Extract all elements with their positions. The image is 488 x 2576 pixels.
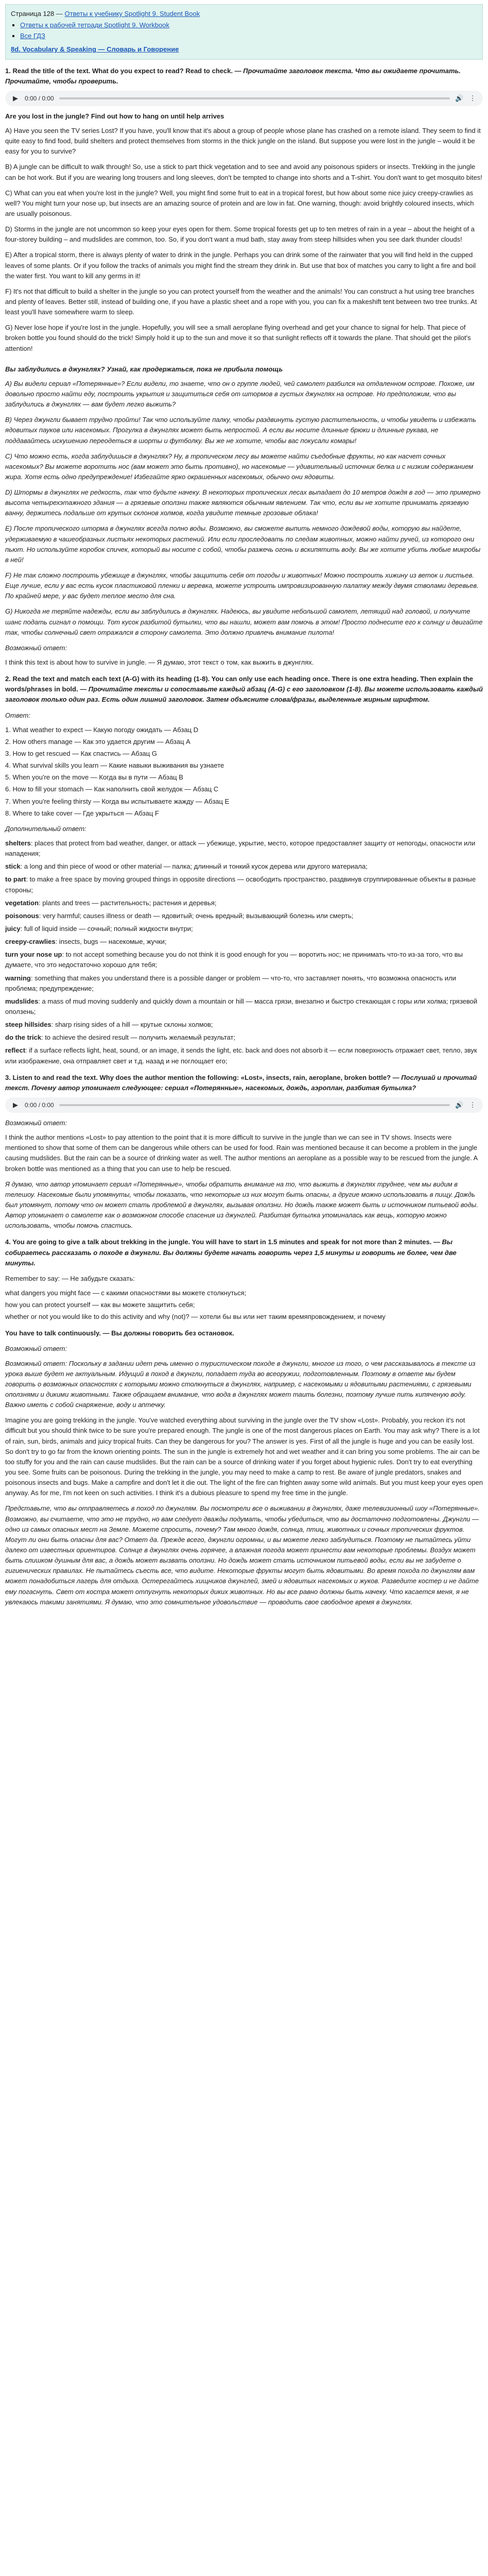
answer-label-1: Возможный ответ:	[5, 643, 67, 652]
audio-time-1: 0:00 / 0:00	[25, 94, 54, 102]
text-paragraph-a: A) Have you seen the TV series Lost? If you have, you'll know that it's about a group of people whose plane has crashed on a remote island. They seem to find it quite easy to find food, build shelters and protect themselves from storms in the thick jungle on the island. But suppose you were lost in the jungle – would it be easy for you to survive?	[5, 126, 481, 156]
task-3-en: 3. Listen to and read the text. Why does the author mention the following: «Lost», insects, rain, aeroplane, broken bottle?	[5, 1073, 391, 1081]
task-1-ru: — Прочитайте заголовок текста. Что вы ожидаете прочитать. Прочитайте, чтобы проверить.	[5, 66, 461, 85]
definition-term: creepy-crawlies	[5, 938, 56, 946]
task-2-ru: — Прочитайте тексты и сопоставьте каждый абзац (A-G) с его заголовком (1-8). Вы можете использовать каждый заголовок только один раз. Есть один лишний заголовок. Затем объясните слова/фразы, выделенные жирным шрифтом.	[5, 685, 483, 704]
definition-term: to part	[5, 875, 26, 884]
text-paragraph-e-ru: E) После тропического шторма в джунглях всегда полно воды. Возможно, вы сможете выпить немного дождевой воды, которую вы найдете, удерживаемую в чашеобразных листьях некоторых растений. Или если проследовать по следам животных, можно найти ручей, из которого они пьют. Но используйте коробок спичек, который вы носите с собой, чтобы разжечь огонь и вскипятить воду. Вы же хотите убить любые микробы в ней!	[5, 524, 481, 564]
breadcrumb-separator: —	[56, 10, 65, 18]
volume-icon[interactable]: 🔊	[455, 1100, 464, 1109]
task-3	[5, 1073, 483, 1093]
remember-list	[5, 1288, 483, 1322]
match-item: 4. What survival skills you learn — Какие навыки выживания вы узнаете	[5, 761, 224, 770]
answer-1: I think this text is about how to survive in jungle. — Я думаю, этот текст о том, как выжить в джунглях.	[5, 658, 314, 667]
definition-item	[5, 874, 483, 895]
definition-text: : plants and trees — растительность; растения и деревья;	[39, 899, 217, 907]
answer-4-intro-ru: Возможный ответ: Поскольку в задании идет речь именно о туристическом походе в джунгли, многое из того, о чем рассказывалось в тексте из урока выше будет не актуальным. Идущий в поход в джунгли, попадает туда во всеоружии, подготовленным. Поэтому в ответе мы будем говорить о возможных опасностях с которыми можно столкнуться в джунглях, например, с насекомыми и ядовитыми растениями, с грязевыми оползнями и дикими животными. Также обращаем внимание, что вода в джунглях может таить болезни, поэтому лучше пить кипяченую воду. Важно иметь с собой снаряжение, воду и аптечку.	[5, 1359, 476, 1409]
audio-progress-bar-1[interactable]	[59, 97, 450, 99]
definition-text: : a long and thin piece of wood or other material — палка; длинный и тонкий кусок дерева или другого материала;	[20, 862, 368, 871]
definition-text: : to not accept something because you do not think it is good enough for you — воротить нос; не принимать что-то из-за того, что вы думаете, что это недостаточно хорошо для тебя;	[5, 951, 463, 969]
definition-item	[5, 1020, 483, 1030]
text-paragraph-f: F) It's not that difficult to build a shelter in the jungle so you can protect yourself from the weather and the animals! You can construct a hut using tree branches and plenty of leaves. Better still, instead of building one, if you have a plastic sheet and a rope with you, you can fix a makeshift tent between two tree trunks. At least you'll have somewhere warm to sleep.	[5, 287, 477, 316]
breadcrumb-page: Страница 128	[11, 10, 55, 18]
text-paragraph-g-ru: G) Никогда не теряйте надежды, если вы заблудились в джунглях. Надеюсь, вы увидите небольшой самолет, летящий над головой, и получите шанс подать сигнал о помощи. Тот кусок разбитой бутылки, что вы нашли, может вам помочь в этом! Просто поднесите его к солнцу и двигайте так, чтобы солнечный свет отражался в сторону самолета. Это должно привлечь внимание пилота!	[5, 607, 483, 636]
text-paragraph-b: B) A jungle can be difficult to walk through! So, use a stick to part thick vegetation and to see and avoid any poisonous spiders or insects. Trekking in the jungle can be hot work. But if you are wearing long trousers and long sleeves, don't be tempted to change into shorts and a T-shirt. You don't want to get mosquito bites!	[5, 163, 482, 181]
definition-text: : if a surface reflects light, heat, sound, or an image, it sends the light, etc. back and does not absorb it — если поверхность отражает свет, тепло, звук или изображение, она отправляет свет и т.д. назад и не поглощает его;	[5, 1046, 477, 1065]
definition-item	[5, 861, 483, 872]
breadcrumb	[11, 9, 477, 19]
definition-text: : very harmful; causes illness or death — ядовитый; очень вредный; вызывающий болезнь или смерть;	[39, 911, 354, 920]
definition-text: : to achieve the desired result — получить желаемый результат;	[41, 1033, 236, 1042]
definition-item	[5, 838, 483, 859]
task-1	[5, 66, 483, 87]
navigation-box	[5, 4, 483, 60]
definition-term: do the trick	[5, 1033, 42, 1042]
match-item: 2. How others manage — Как это удается другим — Абзац A	[5, 737, 190, 745]
definition-term: mudslides	[5, 997, 39, 1005]
task-1-en: 1. Read the title of the text. What do you expect to read? Read to check.	[5, 66, 233, 75]
audio-player-1	[5, 91, 483, 106]
nav-item	[20, 20, 477, 30]
definitions-list	[5, 838, 483, 1066]
text-paragraph-a-ru: A) Вы видели сериал «Потерянные»? Если видели, то знаете, что он о группе людей, чей самолет разбился на отдаленном острове. Похоже, им довольно просто найти еду, построить укрытия и защититься себя от штормов в густых джунглях на острове. Но предположим, что вы заблудились в джунглях — вам будет легко выжить?	[5, 379, 475, 409]
definition-item	[5, 1032, 483, 1043]
text-title-ru: Вы заблудились в джунглях? Узнай, как продержаться, пока не прибыла помощь	[5, 365, 283, 373]
answer-4-en: Imagine you are going trekking in the jungle. You've watched everything about surviving in the jungle over the TV show «Lost». Probably, you reckon it's not difficult but you should think twice to be sure you're prepared enough. The jungle is one of the most dangerous places on Earth. You may ask why? There is a lot of rain, sun, birds, animals and juicy tropical fruits. Can they be dangerous for you? The answer is yes. First of all the jungle is huge and you can be easily lost. So don't try to go far from the known orienting points. The sun in the jungle is extremely hot and wet weather and it can bring you some problems. The air can be too stuffy for you and the rain can cause mudslides. But the rain can be a source of drinking water if you forget about hygienic rules. Don't try to eat everything you see. Some fruits can be poisonous. During the trekking in the jungle, you may need to make a camp to rest. Be aware of jungle predators, snakes and poisonous insects and bugs. Make a campfire and don't let it die out. The light of the fire can frighten away some wild animals. But you must keep your eyes open anyway. As for me, I'm not keen on such activities. I think it's a dubious pleasure to spend my free time in the jungle.	[5, 1416, 483, 1497]
definition-text: : full of liquid inside — сочный; полный жидкости внутри;	[20, 924, 193, 933]
text-paragraph-d-ru: D) Штормы в джунглях не редкость, так что будьте начеку. В некоторых тропических лесах выпадает до 10 метров дождя в год — это примерно высота четырехэтажного здания — а грязевые оползни также являются обычным явлением. Так что, если вы не хотите принимать грязевую ванну, держитесь подальше от крутых склонов холмов, когда увидите темные грозовые облака!	[5, 488, 481, 517]
definition-item	[5, 1045, 483, 1066]
definition-term: juicy	[5, 924, 21, 933]
remember-item: what dangers you might face — с какими опасностями вы можете столкнуться;	[5, 1289, 247, 1297]
extra-answer-label: Дополнительный ответ:	[5, 824, 86, 833]
audio-time-2: 0:00 / 0:00	[25, 1101, 54, 1109]
answer-3-ru: Я думаю, что автор упоминает сериал «Потерянные», чтобы обратить внимание на то, что выжить в джунглях труднее, чем мы видим в телешоу. Насекомые были упомянуты, чтобы показать, что некоторые из них могут быть опасны, а другие можно использовать в пищу. Дождь был упомянут, потому что он может стать проблемой в джунглях, вызывая оползни. Но дождь также может быть и источником питьевой воды. Автор упоминает о самолете как о возможном способе спасения из джунглей. Разбитая бутылка упоминалась как вещь, которую можно использовать, чтобы помочь спастись.	[5, 1180, 478, 1230]
remember-item: how you can protect yourself — как вы можете защитить себя;	[5, 1301, 195, 1309]
definition-item	[5, 973, 483, 994]
volume-icon[interactable]: 🔊	[455, 94, 464, 102]
task-4	[5, 1237, 483, 1268]
matches-list	[5, 725, 483, 819]
answer-4-ru: Представьте, что вы отправляетесь в поход по джунглям. Вы посмотрели все о выживании в джунглях, даже телевизионный шоу «Потерянные». Возможно, вы считаете, что это не трудно, но вам следует дважды подумать, чтобы убедиться, что вы достаточно подготовлены. Джунгли — одно из самых опасных мест на Земле. Можете спросить, почему? Там много дождя, солнца, птиц, животных и сочных тропических фруктов. Могут ли они быть опасны для вас? Ответ да. Прежде всего, джунгли огромны, и вы можете легко заблудиться. Поэтому не пытайтесь уйти далеко от известных ориентиров. Солнце в джунглях очень горячее, а влажная погода может принести вам некоторые проблемы. Воздух может быть слишком душным для вас, а дождь может вызвать оползни. Но дождь может стать источником питьевой воды, если вы не забудете о гигиенических правилах. Не пытайтесь съесть все, что видите. Некоторые фрукты могут быть ядовитыми. Во время похода по джунглям вам может понадобиться лагерь для отдыха. Остерегайтесь хищников джунглей, змей и ядовитых насекомых и жуков. Разведите костер и не дайте ему погаснуть. Свет от костра может отпугнуть некоторых диких животных. Но вы все равно должны быть начеку. Что касается меня, я не увлекаюсь такими занятиями. Я думаю, что это сомнительное удовольствие — проводить свое свободное время в джунглях.	[5, 1504, 480, 1606]
task-4-ru: — Вы собираетесь рассказать о походе в джунгли. Вы должны будете начать говорить через 1,5 минуты и говорить не более, чем две минуты.	[5, 1238, 457, 1267]
definition-item	[5, 924, 483, 934]
answer-3-en: I think the author mentions «Lost» to pay attention to the point that it is more difficult to survive in the jungle than we can see in TV shows. Insects were mentioned to show that some of them can be dangerous while others can be used for food. Rain was mentioned because it can become a problem in the jungle causing mudslides. But the rain can be a source of drinking water as well. The author mentions an aeroplane as a possible way to be rescued from the jungle. A broken bottle was mentioned as a thing that you can use to help be rescued.	[5, 1133, 478, 1173]
definition-term: reflect	[5, 1046, 26, 1055]
match-item: 5. When you're on the move — Когда вы в пути — Абзац B	[5, 773, 183, 782]
text-paragraph-g: G) Never lose hope if you're lost in the jungle. Hopefully, you will see a small aeroplane flying overhead and get your chance to signal for help. That piece of broken bottle you found should do the trick! Simply hold it up to the sun and move it so that sunlight reflects off it towards the plane. That should get the pilot's attention!	[5, 324, 471, 352]
answer-label-2: Ответ:	[5, 711, 30, 719]
continuous-label: You have to talk continuously. — Вы должны говорить без остановок.	[5, 1329, 234, 1337]
text-paragraph-f-ru: F) Не так сложно построить убежище в джунглях, чтобы защитить себя от погоды и животных! Можно построить хижину из веток и листьев. Еще лучше, если у вас есть кусок пластиковой пленки и веревка, можете устроить импровизированную палатку между двумя стволами деревьев. По крайней мере, у вас будет теплое место для сна.	[5, 571, 479, 600]
definition-text: : sharp rising sides of a hill — крутые склоны холмов;	[51, 1021, 213, 1029]
definition-text: : insects, bugs — насекомые, жучки;	[55, 938, 167, 946]
audio-progress-bar-2[interactable]	[59, 1104, 450, 1106]
task-2	[5, 674, 483, 705]
play-icon[interactable]: ▶	[13, 94, 18, 102]
definition-item	[5, 950, 483, 970]
nav-list	[11, 20, 477, 41]
match-item: 8. Where to take cover — Где укрыться — Абзац F	[5, 809, 159, 817]
audio-player-2	[5, 1097, 483, 1113]
more-options-icon[interactable]: ⋮	[469, 1100, 476, 1109]
text-paragraph-c-ru: C) Что можно есть, когда заблудишься в джунглях? Ну, в тропическом лесу вы можете найти съедобные фрукты, но как насчет сочных насекомых? Вы можете воротить нос (вам может это быть противно), но насекомые — удивительный источник белка и с низким содержанием жира. Хотя есть одно предупреждение! Избегайте ярко окрашенных насекомых, обычно они ядовиты.	[5, 452, 474, 481]
definition-item	[5, 937, 483, 947]
definition-term: steep hillsides	[5, 1021, 51, 1029]
definition-item	[5, 898, 483, 908]
task-4-en: 4. You are going to give a talk about trekking in the jungle. You will have to start in 1.5 minutes and speak for not more than 2 minutes.	[5, 1238, 432, 1246]
more-options-icon[interactable]: ⋮	[469, 94, 476, 102]
definition-term: warning	[5, 974, 31, 982]
definition-text: : to make a free space by moving grouped things in opposite directions — освободить пространство, раздвинув сгруппированные объекты в разные стороны;	[5, 875, 476, 894]
task-3-ru: — Послушай и прочитай текст. Почему автор упоминает следующее: сериал «Потерянные», насекомых, дождь, аэроплан, разбитая бутылка?	[5, 1073, 477, 1092]
task-2-en: 2. Read the text and match each text (A-G) with its heading (1-8). You can only use each heading once. There is one extra heading. Then explain the words/phrases in bold.	[5, 675, 473, 693]
remember-item: whether or not you would like to do this activity and why (not)? — хотели бы вы или нет таким времяпровождением, и почему	[5, 1313, 386, 1321]
definition-term: poisonous	[5, 911, 39, 920]
match-item: 3. How to get rescued — Как спастись — Абзац G	[5, 750, 157, 758]
remember-label: Remember to say: — Не забудьте сказать:	[5, 1274, 135, 1282]
definition-term: turn your nose up	[5, 951, 62, 959]
definition-text: : a mass of mud moving suddenly and quickly down a mountain or hill — масса грязи, внезапно и быстро стекающая с горы или холма; грязевой оползень;	[5, 997, 478, 1015]
breadcrumb-student-book-link[interactable]: Ответы к учебнику Spotlight 9. Student Book	[64, 10, 200, 18]
match-item: 6. How to fill your stomach — Как наполнить свой желудок — Абзац C	[5, 785, 219, 793]
answer-label-4: Возможный ответ:	[5, 1345, 67, 1353]
nav-item	[20, 31, 477, 41]
all-gdz-link[interactable]: Все ГДЗ	[20, 32, 45, 40]
play-icon[interactable]: ▶	[13, 1100, 18, 1109]
definition-text: : places that protect from bad weather, danger, or attack — убежище, укрытие, место, которое предоставляет защиту от непогоды, опасности или нападения;	[5, 839, 476, 858]
section-title[interactable]: 8d. Vocabulary & Speaking — Словарь и Говорение	[11, 45, 179, 54]
definition-term: shelters	[5, 839, 31, 847]
definition-term: vegetation	[5, 899, 39, 907]
text-title: Are you lost in the jungle? Find out how to hang on until help arrives	[5, 112, 224, 120]
text-paragraph-b-ru: B) Через джунгли бывает трудно пройти! Так что используйте палку, чтобы раздвинуть густую растительность, и чтобы увидеть и избежать ядовитых пауков или насекомых. Прогулка в джунглях может быть непростой. А если вы носите длинные брюки и длинные рукава, не поддавайтесь искушению переодеться в шорты и футболку. Вы же не хотите, чтобы вас покусали комары!	[5, 416, 476, 445]
match-item: 7. When you're feeling thirsty — Когда вы испытываете жажду — Абзац E	[5, 797, 230, 805]
answer-label-3: Возможный ответ:	[5, 1118, 67, 1127]
workbook-link[interactable]: Ответы к рабочей тетради Spotlight 9. Workbook	[20, 21, 169, 29]
text-paragraph-d: D) Storms in the jungle are not uncommon so keep your eyes open for them. Some tropical forests get up to ten metres of rain in a year – about the height of a four-storey building – and mudslides are common, too. So, if you don't want a mud bath, stay away from steep hillsides when you see dark thunder clouds!	[5, 225, 475, 244]
definition-term: stick	[5, 862, 21, 871]
definition-item	[5, 911, 483, 921]
definition-item	[5, 996, 483, 1017]
match-item: 1. What weather to expect — Какую погоду ожидать — Абзац D	[5, 725, 199, 734]
text-paragraph-e: E) After a tropical storm, there is always plenty of water to drink in the jungle. Perhaps you can drink some of the rainwater that you will find held in the cupped leaves of some plants. Or if you follow the tracks of animals you might find the stream they drink in. But use that box of matches you carry to light a fire and boil the water first. You want to kill any germs in it!	[5, 251, 476, 280]
text-paragraph-c: C) What can you eat when you're lost in the jungle? Well, you might find some fruit to eat in a tropical forest, but how about some nice juicy creepy-crawlies as well? You might turn your nose up, but insects are an amazing source of protein and are low in fat. One warning, though: avoid brightly coloured insects, which are usually poisonous.	[5, 189, 474, 217]
definition-text: : something that makes you understand there is a possible danger or problem — что-то, что заставляет понять, что возможна опасность или проблема; предупреждение;	[5, 974, 456, 992]
